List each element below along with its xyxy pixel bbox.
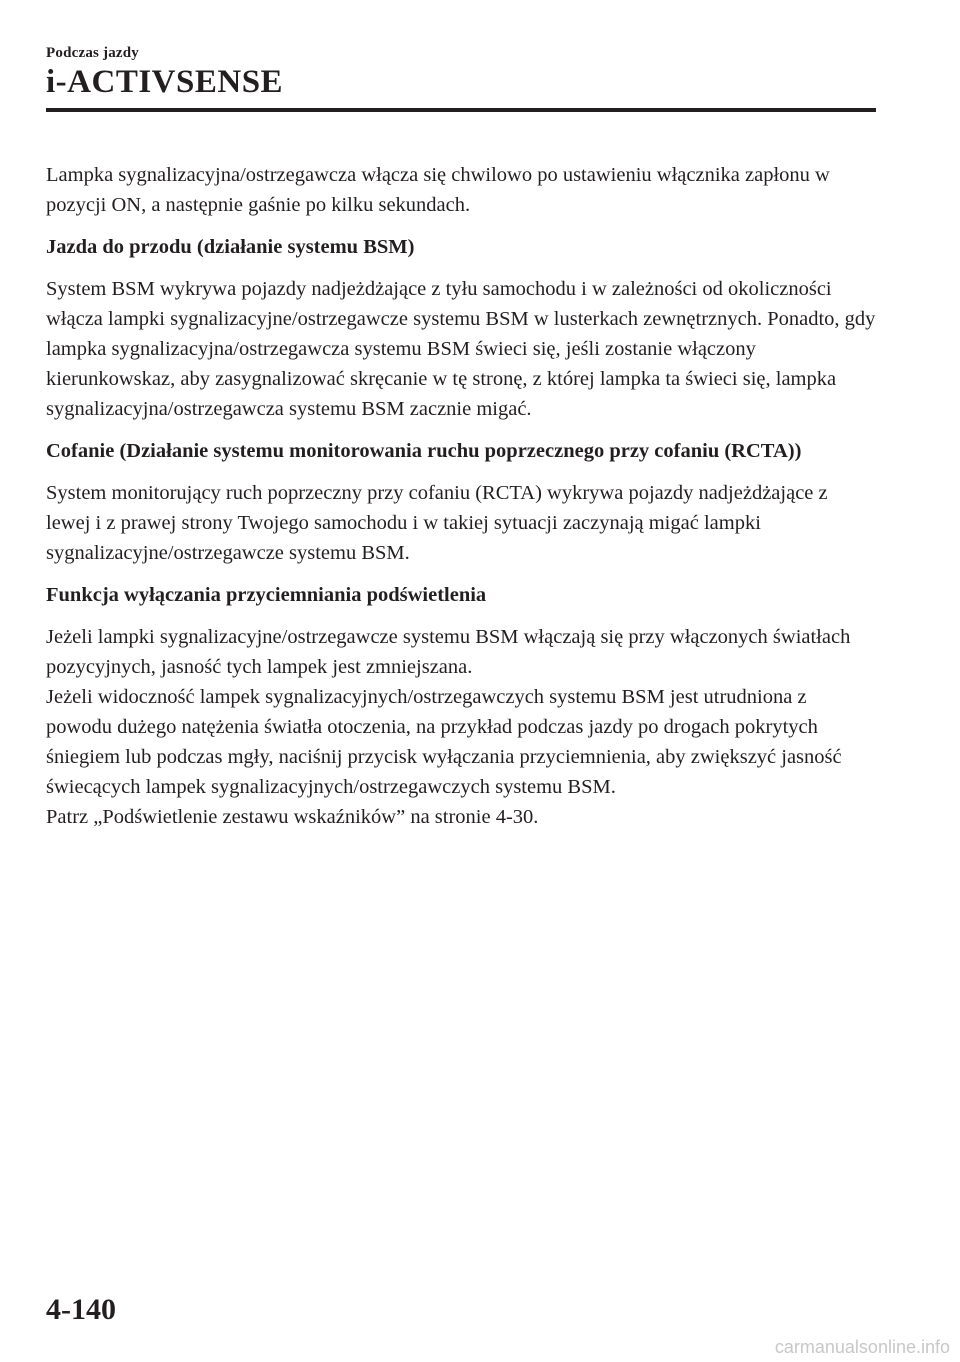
watermark: carmanualsonline.info xyxy=(774,1337,950,1357)
bsm-paragraph: System BSM wykrywa pojazdy nadjeżdżające z tyłu samochodu i w zależności od okoliczności włącza lampki sygnalizacyjne/ostrzegawcze systemu BSM w lusterkach zewnętrznych. Ponadto, gdy lampka sygnalizacyjna/ostrzegawcza systemu BSM świeci się, jeśli zostanie włączony kierunkowskaz, aby zasygnalizować skręcanie w tę stronę, z której lampka ta świeci się, lampka sygnalizacyjna/ostrzegawcza systemu BSM zacznie migać. xyxy=(46,278,876,420)
header-rule xyxy=(46,108,876,112)
page-number: 4-140 xyxy=(46,1293,116,1326)
main-content xyxy=(46,160,876,832)
rcta-paragraph: System monitorujący ruch poprzeczny przy cofaniu (RCTA) wykrywa pojazdy nadjeżdżające z lewej i z prawej strony Twojego samochodu i w takiej sytuacji zaczynają migać lampki sygnalizacyjne/ostrzegawcze systemu BSM. xyxy=(46,482,828,564)
dimmer-heading: Funkcja wyłączania przyciemniania podświetlenia xyxy=(46,584,487,606)
dimmer-paragraph-2: Jeżeli widoczność lampek sygnalizacyjnych/ostrzegawczych systemu BSM jest utrudniona z powodu dużego natężenia światła otoczenia, na przykład podczas jazdy po drogach pokrytych śniegiem lub podczas mgły, naciśnij przycisk wyłączania przyciemnienia, aby zwiększyć jasność świecących lampek sygnalizacyjnych/ostrzegawczych systemu BSM. xyxy=(46,686,842,798)
section-label: Podczas jazdy xyxy=(46,45,140,61)
dimmer-reference: Patrz „Podświetlenie zestawu wskaźników” na stronie 4-30. xyxy=(46,806,539,828)
page-header xyxy=(46,44,876,102)
intro-paragraph: Lampka sygnalizacyjna/ostrzegawcza włącza się chwilowo po ustawieniu włącznika zapłonu w pozycji ON, a następnie gaśnie po kilku sekundach. xyxy=(46,164,830,216)
chapter-title: i-ACTIVSENSE xyxy=(46,64,284,100)
bsm-heading: Jazda do przodu (działanie systemu BSM) xyxy=(46,236,415,258)
dimmer-paragraph-1: Jeżeli lampki sygnalizacyjne/ostrzegawcze systemu BSM włączają się przy włączonych światłach pozycyjnych, jasność tych lampek jest zmniejszana. xyxy=(46,626,851,678)
rcta-heading: Cofanie (Działanie systemu monitorowania ruchu poprzecznego przy cofaniu (RCTA)) xyxy=(46,440,802,462)
